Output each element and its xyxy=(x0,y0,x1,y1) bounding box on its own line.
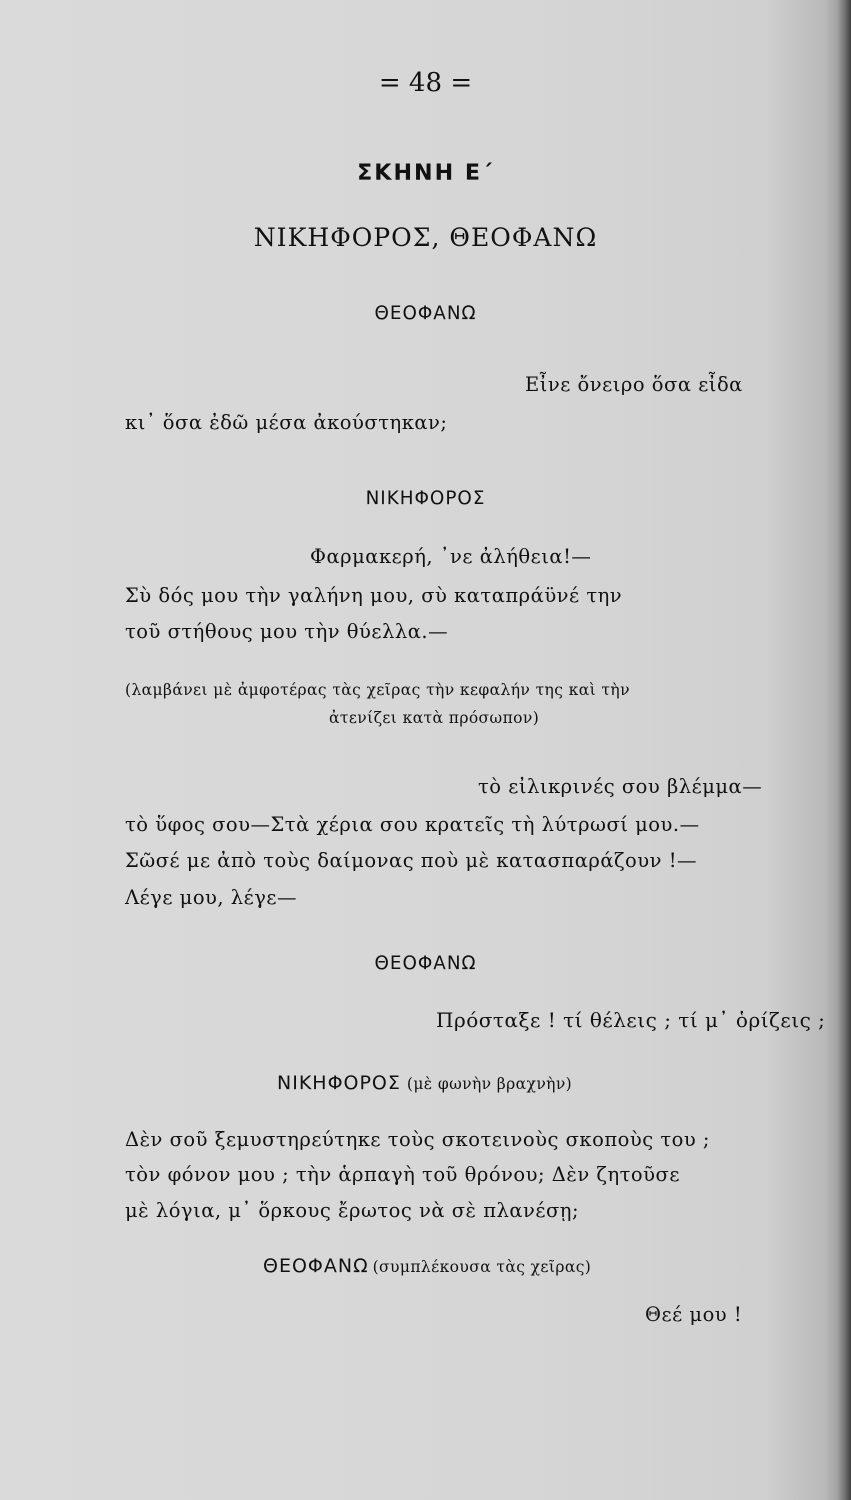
verse-line: μὲ λόγια, μ᾽ ὅρκους ἔρωτος νὰ σὲ πλανέσῃ; xyxy=(125,1199,580,1222)
scene-characters: ΝΙΚΗΦΟΡΟΣ, ΘΕΟΦΑΝΩ xyxy=(253,223,598,252)
verse-line: Πρόσταξε ! τί θέλεις ; τί μ᾽ ὁρίζεις ; xyxy=(436,1008,826,1032)
speaker-name: ΘΕΟΦΑΝΩ xyxy=(374,303,477,324)
scene-title: ΣΚΗΝΗ Ε΄ xyxy=(357,160,494,186)
speaker-name: ΘΕΟΦΑΝΩ xyxy=(374,953,477,974)
page-number: = 48 = xyxy=(378,68,473,98)
verse-line: κι᾽ ὅσα ἐδῶ μέσα ἀκούστηκαν; xyxy=(125,411,448,434)
verse-line: Θεέ μου ! xyxy=(645,1303,743,1326)
stage-direction: (λαμβάνει μὲ ἀμφοτέρας τὰς χεῖρας τὴν κεφαλήν της καὶ τὴν xyxy=(125,681,630,699)
verse-line: τὸ εἰλικρινές σου βλέμμα— xyxy=(478,775,763,798)
verse-line: τὸ ὕφος σου—Στὰ χέρια σου κρατεῖς τὴ λύτρωσί μου.— xyxy=(125,813,700,836)
verse-line: τὸν φόνον μου ; τὴν ἁρπαγὴ τοῦ θρόνου; Δὲν ζητοῦσε xyxy=(125,1163,680,1186)
speaker-heading xyxy=(263,1257,591,1276)
verse-line: Εἶνε ὄνειρο ὅσα εἶδα xyxy=(525,373,743,396)
verse-line: τοῦ στήθους μου τὴν θύελλα.— xyxy=(125,620,449,643)
verse-line: Σὺ δός μου τὴν γαλήνη μου, σὺ καταπράϋνέ την xyxy=(125,584,623,607)
speaker-note: (μὲ φωνὴν βραχνὴν) xyxy=(406,1075,573,1093)
speaker-name: ΘΕΟΦΑΝΩ xyxy=(263,1255,369,1277)
verse-line: Λέγε μου, λέγε— xyxy=(125,886,298,909)
verse-line: Σῶσέ με ἀπὸ τοὺς δαίμονας ποὺ μὲ κατασπαράζουν !— xyxy=(125,849,698,872)
speaker-note: (συμπλέκουσα τὰς χεῖρας) xyxy=(372,1258,592,1276)
speaker-name: ΝΙΚΗΦΟΡΟΣ xyxy=(365,488,486,509)
stage-direction: ἀτενίζει κατὰ πρόσωπον) xyxy=(329,709,540,727)
speaker-heading xyxy=(277,1074,572,1093)
verse-line: Δὲν σοῦ ξεμυστηρεύτηκε τοὺς σκοτεινοὺς σκοποὺς του ; xyxy=(125,1128,710,1151)
speaker-name: ΝΙΚΗΦΟΡΟΣ xyxy=(277,1072,401,1094)
verse-line: Φαρμακερή, ᾽νε ἀλήθεια!— xyxy=(310,545,592,568)
